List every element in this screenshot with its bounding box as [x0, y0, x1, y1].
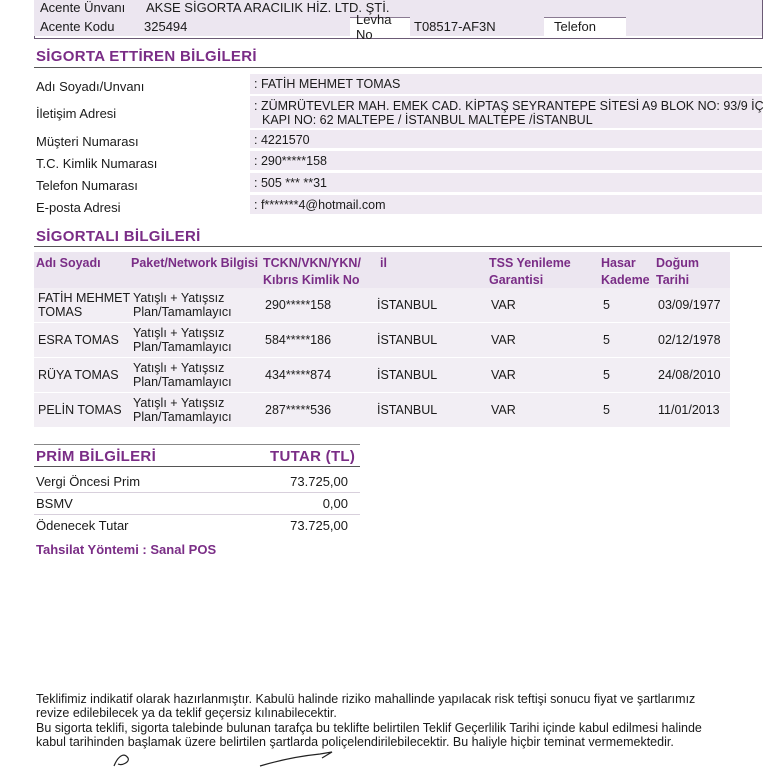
- row-paket: Yatışlı + Yatışsız: [133, 291, 225, 305]
- row-dogum: 11/01/2013: [658, 403, 720, 417]
- signature-mark: [100, 750, 340, 768]
- agent-unvan-value: AKSE SİGORTA ARACILIK HİZ. LTD. ŞTİ.: [146, 0, 390, 15]
- ettiren-label-musteri: Müşteri Numarası: [36, 134, 139, 149]
- footer-line-4: kabul tarihinden başlamak üzere belirtilen şartlarda poliçelendirilebilecektir. Bu haliyle hiçbir teminat vermemektedir.: [36, 735, 674, 749]
- prim-label-bsmv: BSMV: [36, 496, 73, 511]
- row-paket: Yatışlı + Yatışsız: [133, 326, 225, 340]
- header-hasar-2: Kademe: [601, 273, 650, 287]
- row-il: İSTANBUL: [377, 298, 438, 312]
- row-paket-2: Plan/Tamamlayıcı: [133, 340, 232, 354]
- row-hasar: 5: [603, 403, 610, 417]
- row-dogum: 02/12/1978: [658, 333, 721, 347]
- row-tckn: 434*****874: [265, 368, 332, 382]
- row-il: İSTANBUL: [377, 368, 438, 382]
- prim-label-odenecek: Ödenecek Tutar: [36, 518, 129, 533]
- ettiren-value-musteri: : 4221570: [254, 133, 310, 147]
- row-ad-2: TOMAS: [38, 305, 83, 319]
- row-paket-2: Plan/Tamamlayıcı: [133, 305, 232, 319]
- ettiren-value-email: : f*******4@hotmail.com: [254, 198, 386, 212]
- row-dogum: 24/08/2010: [658, 368, 721, 382]
- row-il: İSTANBUL: [377, 403, 438, 417]
- divider: [34, 444, 360, 445]
- agent-kod-label: Acente Kodu: [34, 17, 140, 36]
- row-tss: VAR: [491, 298, 516, 312]
- ettiren-value-tc: : 290*****158: [254, 154, 327, 168]
- agent-telefon-value: [626, 17, 762, 36]
- ettiren-label-phone: Telefon Numarası: [36, 178, 138, 193]
- row-dogum: 03/09/1977: [658, 298, 721, 312]
- divider: [34, 67, 762, 68]
- header-dogum-2: Tarihi: [656, 273, 690, 287]
- row-ad: ESRA TOMAS: [38, 333, 119, 347]
- prim-value-vergi: 73.725,00: [290, 474, 348, 489]
- agent-unvan-label: Acente Ünvanı: [34, 0, 140, 17]
- header-ad: Adı Soyadı: [36, 256, 101, 270]
- footer-line-3: Bu sigorta teklifi, sigorta talebinde bulunan tarafça bu teklifte belirtilen Teklif Geçerlilik Tarihi içinde kabul edilmesi halinde: [36, 721, 702, 735]
- row-tckn: 290*****158: [265, 298, 332, 312]
- row-ad: PELİN TOMAS: [38, 403, 122, 417]
- row-il: İSTANBUL: [377, 333, 438, 347]
- prim-tutar-title: TUTAR (TL): [270, 448, 356, 465]
- footer-line-1: Teklifimiz indikatif olarak hazırlanmıştır. Kabulü halinde riziko mahallinde yapılacak risk teftişi sonucu fiyat ve şartlarımız: [36, 692, 696, 706]
- row-paket-2: Plan/Tamamlayıcı: [133, 410, 232, 424]
- header-hasar-1: Hasar: [601, 256, 636, 270]
- ettiren-label-address: İletişim Adresi: [36, 106, 117, 121]
- row-ad: FATİH MEHMET: [38, 291, 131, 305]
- prim-title: PRİM BİLGİLERİ: [36, 448, 157, 465]
- divider: [34, 246, 762, 247]
- divider: [34, 466, 360, 467]
- agent-telefon-label: Telefon: [554, 19, 596, 34]
- header-tckn-2: Kıbrıs Kimlik No: [263, 273, 360, 287]
- ettiren-value-address-2: KAPI NO: 62 MALTEPE / İSTANBUL MALTEPE /İSTANBUL: [262, 113, 593, 127]
- row-paket: Yatışlı + Yatışsız: [133, 361, 225, 375]
- tahsilat-yontemi: Tahsilat Yöntemi : Sanal POS: [36, 542, 217, 557]
- row-tss: VAR: [491, 403, 516, 417]
- row-paket-2: Plan/Tamamlayıcı: [133, 375, 232, 389]
- ettiren-value-address: : ZÜMRÜTEVLER MAH. EMEK CAD. KİPTAŞ SEYRANTEPE SİTESİ A9 BLOK NO: 93/9 İÇ: [254, 99, 764, 113]
- ettiren-label-name: Adı Soyadı/Unvanı: [36, 79, 145, 94]
- row-tckn: 584*****186: [265, 333, 332, 347]
- row-hasar: 5: [603, 298, 610, 312]
- ettiren-label-tc: T.C. Kimlik Numarası: [36, 156, 158, 171]
- header-dogum-1: Doğum: [656, 256, 700, 270]
- header-tss-1: TSS Yenileme: [489, 256, 571, 270]
- agent-levha-value: T08517-AF3N: [410, 17, 544, 36]
- row-tss: VAR: [491, 368, 516, 382]
- footer-line-2: revize edilebilecek ya da teklif geçersiz kılınabilecektir.: [36, 706, 337, 720]
- row-hasar: 5: [603, 333, 610, 347]
- divider: [34, 492, 360, 493]
- prim-label-vergi: Vergi Öncesi Prim: [36, 474, 141, 489]
- row-paket: Yatışlı + Yatışsız: [133, 396, 225, 410]
- header-tss-2: Garantisi: [489, 273, 544, 287]
- prim-value-odenecek: 73.725,00: [290, 518, 348, 533]
- prim-value-bsmv: 0,00: [322, 496, 348, 511]
- row-tss: VAR: [491, 333, 516, 347]
- ettiren-value-bg: [250, 130, 762, 148]
- ettiren-value-phone: : 505 *** **31: [254, 176, 327, 190]
- ettiren-value-name: : FATİH MEHMET TOMAS: [254, 77, 401, 91]
- row-tckn: 287*****536: [265, 403, 332, 417]
- header-tckn-1: TCKN/VKN/YKN/: [263, 256, 361, 270]
- sigortali-title: SİGORTALI BİLGİLERİ: [36, 228, 201, 245]
- row-ad: RÜYA TOMAS: [38, 368, 119, 382]
- sigorta-ettiren-title: SİGORTA ETTİREN BİLGİLERİ: [36, 48, 257, 65]
- header-il: il: [380, 256, 387, 270]
- agent-kod-row: [34, 11, 762, 42]
- row-hasar: 5: [603, 368, 610, 382]
- agent-levha-label: Levha No: [356, 11, 392, 42]
- ettiren-label-email: E-posta Adresi: [36, 200, 121, 215]
- header-paket: Paket/Network Bilgisi: [131, 256, 259, 270]
- agent-kod-value: 325494: [140, 17, 350, 36]
- divider: [34, 514, 360, 515]
